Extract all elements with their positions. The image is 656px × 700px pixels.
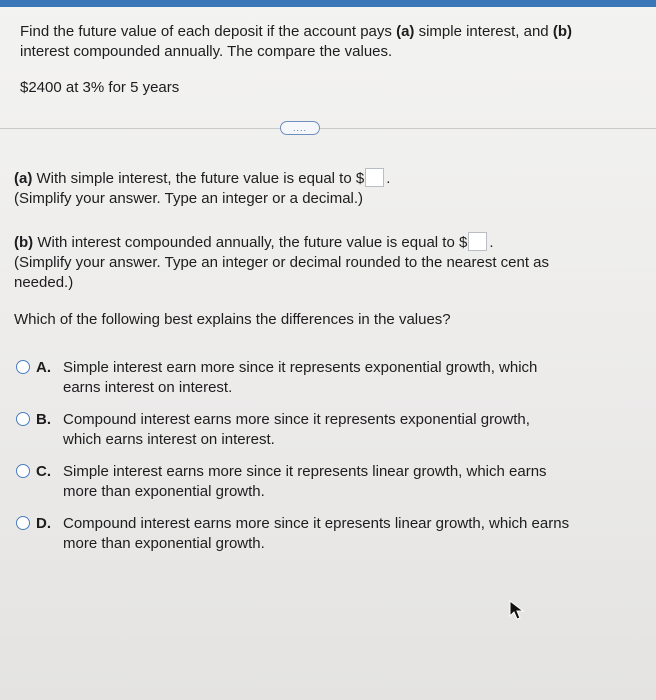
mouse-pointer-icon bbox=[509, 600, 525, 625]
part-b-period: . bbox=[489, 234, 494, 251]
explain-question: Which of the following best explains the differences in the values? bbox=[14, 311, 451, 328]
option-c-letter: C. bbox=[36, 463, 51, 480]
option-c-line-1: Simple interest earns more since it represents linear growth, which earns bbox=[63, 463, 547, 480]
option-b-letter: B. bbox=[36, 411, 51, 428]
question-text bbox=[20, 22, 630, 62]
section-divider bbox=[0, 128, 656, 129]
question-line-1-middle: simple interest, and bbox=[414, 23, 553, 40]
part-a-label: (a) bbox=[14, 170, 33, 187]
given-values: $2400 at 3% for 5 years bbox=[20, 79, 180, 96]
option-b-line-1: Compound interest earns more since it represents exponential growth, bbox=[63, 411, 530, 428]
option-a-letter: A. bbox=[36, 359, 51, 376]
question-part-a-label: (a) bbox=[396, 23, 415, 40]
option-b-line-2: which earns interest on interest. bbox=[63, 431, 275, 448]
part-b-label: (b) bbox=[14, 234, 34, 251]
part-a-period: . bbox=[386, 170, 391, 187]
question-part-b-label: (b) bbox=[552, 23, 572, 40]
part-b-prompt: With interest compounded annually, the future value is equal to $ bbox=[33, 234, 468, 251]
part-a-answer-input[interactable] bbox=[365, 168, 384, 187]
option-b-radio[interactable] bbox=[16, 412, 30, 426]
part-a bbox=[14, 168, 390, 209]
option-a-text bbox=[63, 358, 623, 398]
option-c-line-2: more than exponential growth. bbox=[63, 483, 265, 500]
option-d-line-1: Compound interest earns more since it epresents linear growth, which earns bbox=[63, 515, 570, 532]
option-a-line-2: earns interest on interest. bbox=[63, 379, 233, 396]
top-accent-bar bbox=[0, 0, 656, 7]
part-b-answer-input[interactable] bbox=[468, 232, 487, 251]
question-line-1-start: Find the future value of each deposit if the account pays bbox=[20, 23, 397, 40]
part-b bbox=[14, 232, 614, 293]
part-a-prompt: With simple interest, the future value is equal to $ bbox=[32, 170, 365, 187]
option-c-radio[interactable] bbox=[16, 464, 30, 478]
option-d[interactable] bbox=[14, 514, 634, 566]
option-d-text bbox=[63, 514, 623, 554]
option-a-line-1: Simple interest earn more since it represents exponential growth, which bbox=[63, 359, 538, 376]
question-line-2: interest compounded annually. The compare the values. bbox=[20, 43, 393, 60]
question-line-1 bbox=[20, 22, 630, 42]
option-c[interactable] bbox=[14, 462, 634, 514]
part-a-hint: (Simplify your answer. Type an integer or a decimal.) bbox=[14, 190, 364, 207]
part-b-hint-line-1: (Simplify your answer. Type an integer or decimal rounded to the nearest cent as bbox=[14, 254, 550, 271]
expand-more-button[interactable]: .... bbox=[280, 121, 320, 135]
option-b[interactable] bbox=[14, 410, 634, 462]
option-b-text bbox=[63, 410, 623, 450]
option-c-text bbox=[63, 462, 623, 502]
part-b-hint-line-2: needed.) bbox=[14, 274, 74, 291]
option-d-line-2: more than exponential growth. bbox=[63, 535, 265, 552]
option-d-letter: D. bbox=[36, 515, 51, 532]
option-a-radio[interactable] bbox=[16, 360, 30, 374]
answer-options bbox=[14, 358, 634, 566]
option-d-radio[interactable] bbox=[16, 516, 30, 530]
option-a[interactable] bbox=[14, 358, 634, 410]
